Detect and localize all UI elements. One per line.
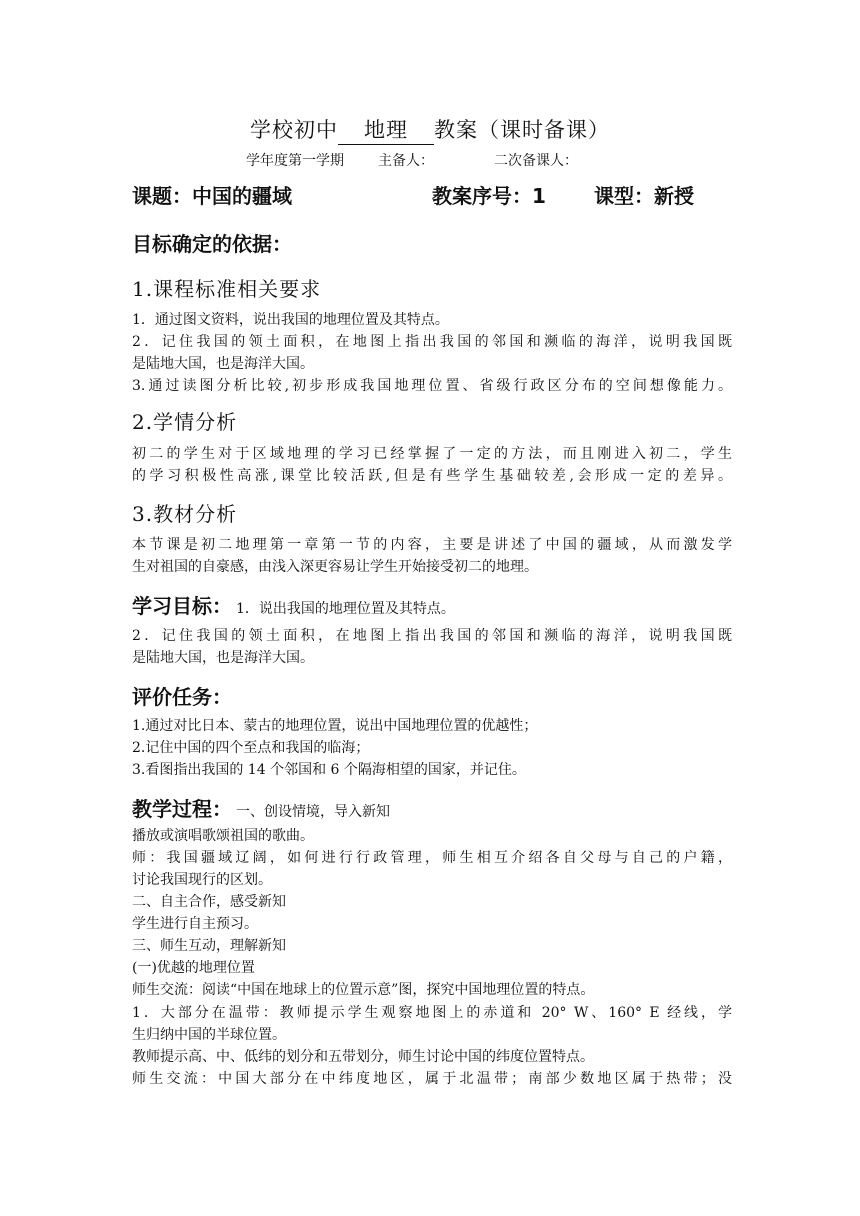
textbook-line: 本节课是初二地理第一章第一节的内容，主要是讲述了中国的疆域，从而激发学 xyxy=(132,537,732,553)
process-inline: 一、创设情境，导入新知 xyxy=(236,804,390,820)
process-line: 1．大部分在温带：教师提示学生观察地图上的赤道和 20° W、160° E 经线，学 xyxy=(132,1005,732,1021)
students-line: 初二的学生对于区域地理的学习已经掌握了一定的方法，而且刚进入初二，学生 xyxy=(132,446,732,462)
evaluation-line: 1.通过对比日本、蒙古的地理位置，说出中国地理位置的优越性； xyxy=(132,718,538,734)
textbook-line: 生对祖国的自豪感，由浅入深更容易让学生开始接受初二的地理。 xyxy=(132,559,538,575)
evaluation-line: 3.看图指出我国的 14 个邻国和 6 个隔海相望的国家，并记住。 xyxy=(132,762,526,778)
curriculum-heading: 1.课程标准相关要求 xyxy=(132,277,322,301)
page-title xyxy=(0,114,860,145)
process-line: (一)优越的地理位置 xyxy=(132,960,255,976)
basis-heading: 目标确定的依据： xyxy=(132,232,292,256)
process-line: 师生交流：中国大部分在中纬度地区，属于北温带；南部少数地区属于热带；没 xyxy=(132,1071,732,1087)
evaluation-line: 2.记住中国的四个至点和我国的临海； xyxy=(132,740,370,756)
textbook-heading: 3.教材分析 xyxy=(132,502,238,526)
subject-field: 地理 xyxy=(338,114,434,145)
curriculum-line: 是陆地大国，也是海洋大国。 xyxy=(132,356,314,372)
preparer-line xyxy=(246,150,612,170)
students-line: 的学习积极性高涨,课堂比较活跃,但是有些学生基础较差,会形成一定的差异。 xyxy=(132,468,732,484)
goals-line: 2．记住我国的领土面积，在地图上指出我国的邻国和濒临的海洋，说明我国既 xyxy=(132,628,732,644)
students-heading: 2.学情分析 xyxy=(132,410,238,434)
process-line: 学生进行自主预习。 xyxy=(132,916,258,932)
main-preparer-label: 主备人： xyxy=(378,153,434,169)
course-topic: 课题：中国的疆域 xyxy=(132,184,292,208)
evaluation-heading: 评价任务： xyxy=(132,685,232,709)
goals-line: 是陆地大国，也是海洋大国。 xyxy=(132,650,314,666)
goals-heading xyxy=(132,590,455,619)
course-serial: 教案序号：1 xyxy=(432,184,546,208)
curriculum-line: 1．通过图文资料，说出我国的地理位置及其特点。 xyxy=(132,312,449,328)
process-line: 师：我国疆域辽阔，如何进行行政管理，师生相互介绍各自父母与自己的户籍， xyxy=(132,850,732,866)
title-prefix: 学校初中 xyxy=(250,118,338,142)
title-suffix: 教案（课时备课） xyxy=(434,118,610,142)
process-line: 播放或演唱歌颂祖国的歌曲。 xyxy=(132,828,314,844)
process-line: 三、师生互动，理解新知 xyxy=(132,938,286,954)
semester-label: 学年度第一学期 xyxy=(246,153,344,169)
process-line: 教师提示高、中、低纬的划分和五带划分，师生讨论中国的纬度位置特点。 xyxy=(132,1049,594,1065)
curriculum-line: 3.通过读图分析比较,初步形成我国地理位置、省级行政区分布的空间想像能力。 xyxy=(132,378,732,394)
process-heading-label: 教学过程： xyxy=(132,797,232,821)
process-heading xyxy=(132,793,390,822)
process-line: 二、自主合作，感受新知 xyxy=(132,894,286,910)
second-preparer-label: 二次备课人： xyxy=(494,153,578,169)
curriculum-line: 2．记住我国的领土面积，在地图上指出我国的邻国和濒临的海洋，说明我国既 xyxy=(132,334,732,350)
process-line: 生归纳中国的半球位置。 xyxy=(132,1027,286,1043)
goals-heading-label: 学习目标： xyxy=(132,594,232,618)
goals-inline: 1．说出我国的地理位置及其特点。 xyxy=(236,601,455,617)
process-line: 师生交流：阅读“中国在地球上的位置示意”图，探究中国地理位置的特点。 xyxy=(132,982,595,998)
course-type: 课型：新授 xyxy=(594,184,694,208)
process-line: 讨论我国现行的区划。 xyxy=(132,872,272,888)
